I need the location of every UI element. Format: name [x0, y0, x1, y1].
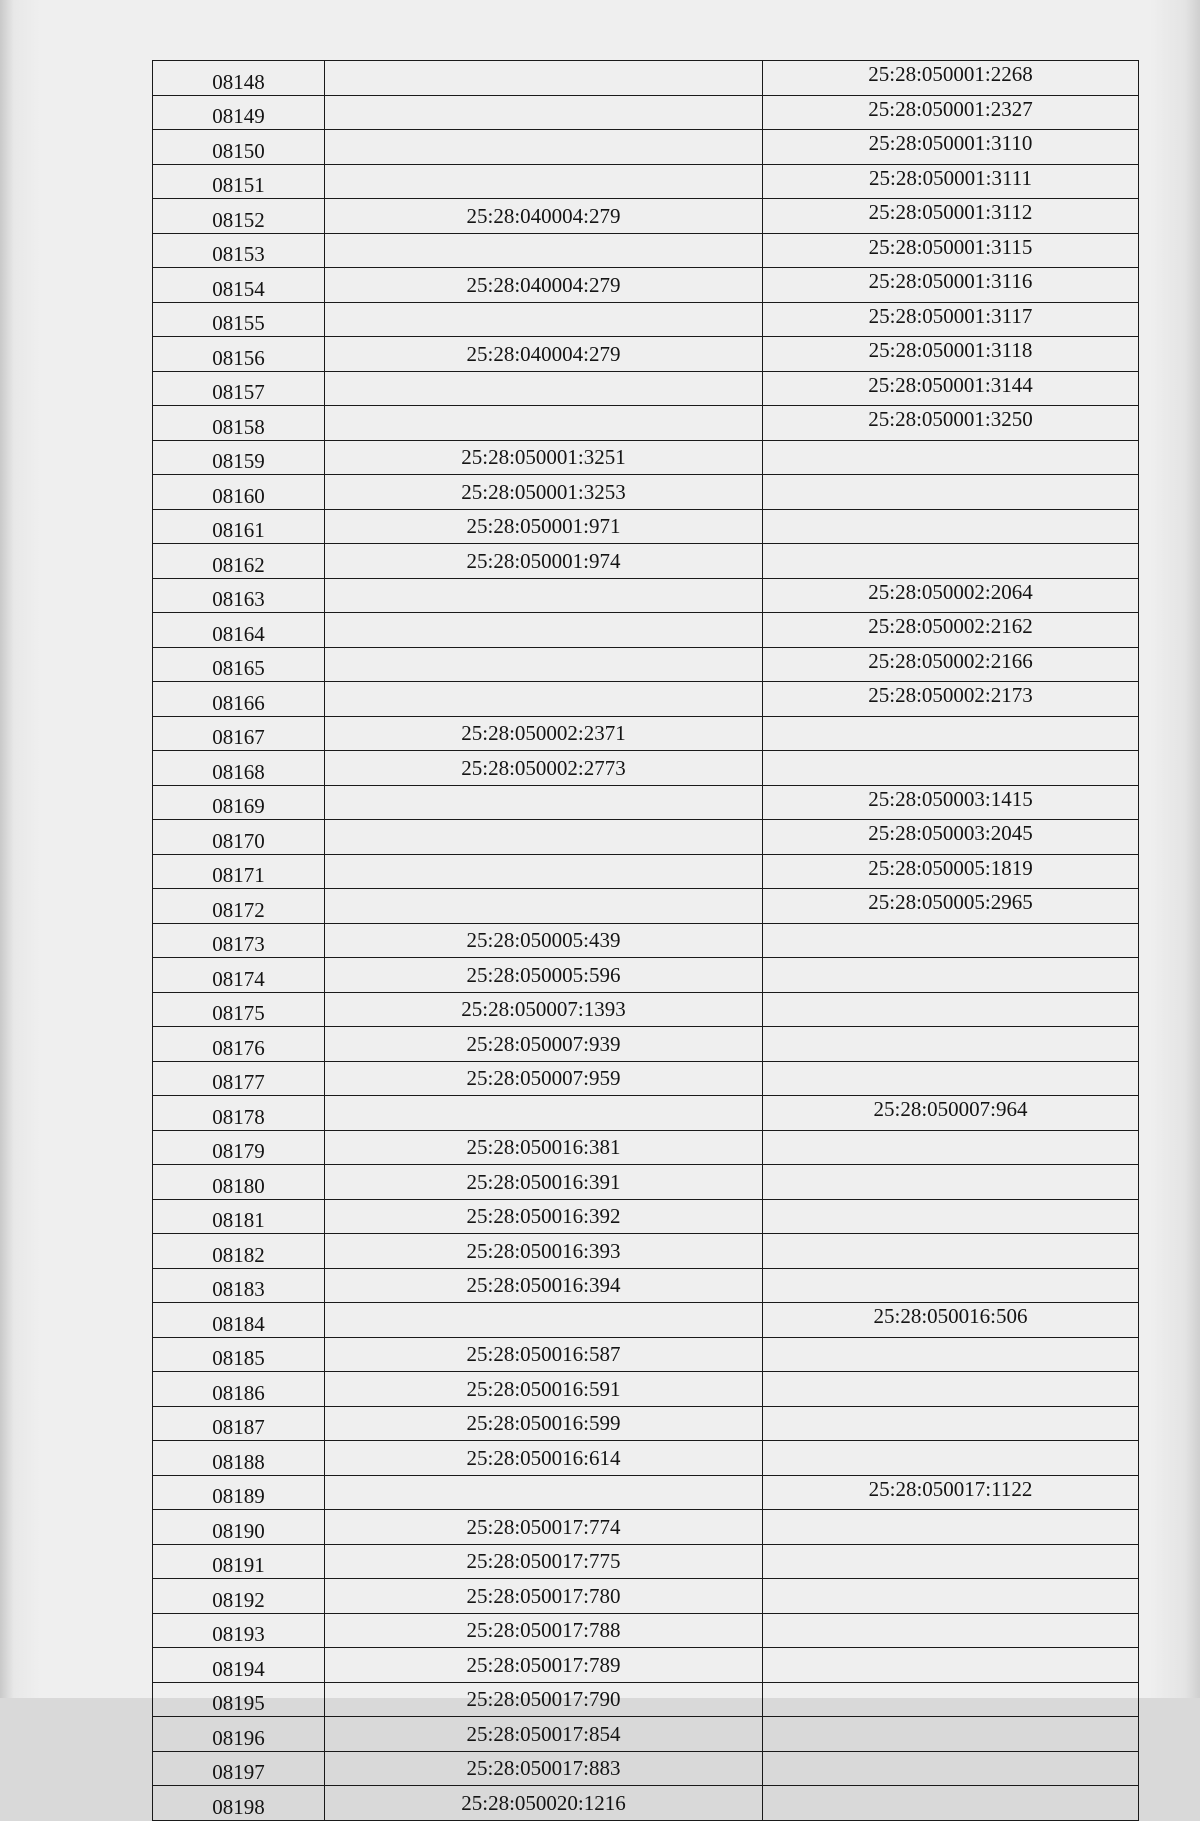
row-number-cell: 08154 — [153, 268, 325, 303]
table-row — [153, 1234, 1139, 1269]
table-row — [153, 1613, 1139, 1648]
table-row — [153, 820, 1139, 855]
cadastral-number-cell-a: 25:28:050016:392 — [325, 1199, 763, 1234]
cadastral-number-cell-a: 25:28:050005:439 — [325, 923, 763, 958]
table-row — [153, 544, 1139, 579]
row-number-cell: 08188 — [153, 1441, 325, 1476]
table-row — [153, 130, 1139, 165]
cadastral-number-cell-a: 25:28:050016:614 — [325, 1441, 763, 1476]
row-number-cell: 08164 — [153, 613, 325, 648]
table-row — [153, 1268, 1139, 1303]
table-row — [153, 751, 1139, 786]
row-number-cell: 08182 — [153, 1234, 325, 1269]
row-number-cell: 08195 — [153, 1682, 325, 1717]
cadastral-number-cell-b: 25:28:050005:1819 — [763, 854, 1139, 889]
table-row — [153, 1303, 1139, 1338]
cadastral-number-cell-b — [763, 440, 1139, 475]
table-body — [153, 61, 1139, 1821]
row-number-cell: 08183 — [153, 1268, 325, 1303]
cadastral-number-cell-b — [763, 1510, 1139, 1545]
cadastral-number-cell-a: 25:28:050017:774 — [325, 1510, 763, 1545]
table-row — [153, 199, 1139, 234]
row-number-cell: 08180 — [153, 1165, 325, 1200]
cadastral-number-cell-a: 25:28:050017:789 — [325, 1648, 763, 1683]
cadastral-number-cell-a — [325, 889, 763, 924]
table-row — [153, 1337, 1139, 1372]
cadastral-number-cell-b — [763, 1786, 1139, 1821]
table-row — [153, 164, 1139, 199]
cadastral-number-cell-b — [763, 1613, 1139, 1648]
cadastral-number-cell-b — [763, 1406, 1139, 1441]
row-number-cell: 08172 — [153, 889, 325, 924]
cadastral-number-cell-b: 25:28:050001:3118 — [763, 337, 1139, 372]
cadastral-number-cell-a — [325, 130, 763, 165]
cadastral-number-cell-b: 25:28:050002:2166 — [763, 647, 1139, 682]
cadastral-number-cell-b — [763, 1061, 1139, 1096]
cadastral-number-cell-b: 25:28:050003:2045 — [763, 820, 1139, 855]
table-row — [153, 1372, 1139, 1407]
table-row — [153, 682, 1139, 717]
row-number-cell: 08173 — [153, 923, 325, 958]
row-number-cell: 08162 — [153, 544, 325, 579]
table-row — [153, 1406, 1139, 1441]
table-row — [153, 509, 1139, 544]
table-row — [153, 578, 1139, 613]
row-number-cell: 08150 — [153, 130, 325, 165]
cadastral-number-cell-a — [325, 613, 763, 648]
cadastral-number-cell-a: 25:28:050016:591 — [325, 1372, 763, 1407]
table-row — [153, 1061, 1139, 1096]
table-row — [153, 1786, 1139, 1821]
cadastral-number-cell-a — [325, 1096, 763, 1131]
cadastral-number-cell-b — [763, 1579, 1139, 1614]
cadastral-number-cell-a: 25:28:050016:391 — [325, 1165, 763, 1200]
cadastral-number-cell-a: 25:28:050007:939 — [325, 1027, 763, 1062]
table-row — [153, 1648, 1139, 1683]
cadastral-number-table — [152, 60, 1139, 1821]
cadastral-number-cell-a: 25:28:050001:971 — [325, 509, 763, 544]
cadastral-number-cell-b — [763, 1682, 1139, 1717]
table-row — [153, 1717, 1139, 1752]
row-number-cell: 08155 — [153, 302, 325, 337]
cadastral-number-cell-a: 25:28:040004:279 — [325, 268, 763, 303]
cadastral-number-cell-a: 25:28:050020:1216 — [325, 1786, 763, 1821]
table-row — [153, 1579, 1139, 1614]
cadastral-number-cell-a — [325, 854, 763, 889]
row-number-cell: 08167 — [153, 716, 325, 751]
row-number-cell: 08192 — [153, 1579, 325, 1614]
cadastral-number-cell-b: 25:28:050001:2327 — [763, 95, 1139, 130]
cadastral-number-cell-a: 25:28:050001:3253 — [325, 475, 763, 510]
cadastral-number-cell-a — [325, 95, 763, 130]
cadastral-number-cell-a — [325, 1303, 763, 1338]
row-number-cell: 08176 — [153, 1027, 325, 1062]
table-row — [153, 440, 1139, 475]
cadastral-number-cell-b: 25:28:050007:964 — [763, 1096, 1139, 1131]
cadastral-number-cell-a: 25:28:050016:587 — [325, 1337, 763, 1372]
cadastral-number-cell-a: 25:28:040004:279 — [325, 199, 763, 234]
cadastral-number-cell-a — [325, 406, 763, 441]
table-row — [153, 1165, 1139, 1200]
cadastral-number-cell-a — [325, 302, 763, 337]
row-number-cell: 08186 — [153, 1372, 325, 1407]
cadastral-number-cell-a: 25:28:050017:854 — [325, 1717, 763, 1752]
cadastral-number-cell-b: 25:28:050001:3144 — [763, 371, 1139, 406]
table-row — [153, 302, 1139, 337]
table-row — [153, 1510, 1139, 1545]
cadastral-number-cell-a: 25:28:050017:788 — [325, 1613, 763, 1648]
cadastral-number-cell-b: 25:28:050001:3112 — [763, 199, 1139, 234]
cadastral-number-cell-a: 25:28:050016:394 — [325, 1268, 763, 1303]
cadastral-number-cell-a — [325, 233, 763, 268]
cadastral-number-cell-a: 25:28:050001:3251 — [325, 440, 763, 475]
row-number-cell: 08160 — [153, 475, 325, 510]
cadastral-number-cell-b — [763, 1199, 1139, 1234]
table-row — [153, 406, 1139, 441]
table-row — [153, 1130, 1139, 1165]
cadastral-number-cell-a — [325, 61, 763, 96]
row-number-cell: 08187 — [153, 1406, 325, 1441]
cadastral-number-cell-b: 25:28:050002:2162 — [763, 613, 1139, 648]
row-number-cell: 08153 — [153, 233, 325, 268]
row-number-cell: 08165 — [153, 647, 325, 682]
cadastral-number-cell-b: 25:28:050001:3115 — [763, 233, 1139, 268]
table-row — [153, 992, 1139, 1027]
cadastral-number-cell-a: 25:28:050005:596 — [325, 958, 763, 993]
row-number-cell: 08181 — [153, 1199, 325, 1234]
cadastral-number-cell-b: 25:28:050001:3116 — [763, 268, 1139, 303]
cadastral-number-cell-a: 25:28:050007:1393 — [325, 992, 763, 1027]
table-row — [153, 716, 1139, 751]
row-number-cell: 08151 — [153, 164, 325, 199]
row-number-cell: 08148 — [153, 61, 325, 96]
table-row — [153, 371, 1139, 406]
cadastral-number-cell-b — [763, 1751, 1139, 1786]
row-number-cell: 08163 — [153, 578, 325, 613]
row-number-cell: 08159 — [153, 440, 325, 475]
row-number-cell: 08168 — [153, 751, 325, 786]
cadastral-number-cell-b — [763, 1337, 1139, 1372]
row-number-cell: 08158 — [153, 406, 325, 441]
table-row — [153, 233, 1139, 268]
row-number-cell: 08178 — [153, 1096, 325, 1131]
cadastral-number-cell-a — [325, 820, 763, 855]
row-number-cell: 08157 — [153, 371, 325, 406]
cadastral-number-cell-a — [325, 371, 763, 406]
cadastral-number-cell-a: 25:28:050017:883 — [325, 1751, 763, 1786]
row-number-cell: 08198 — [153, 1786, 325, 1821]
cadastral-number-cell-b — [763, 992, 1139, 1027]
cadastral-number-cell-b: 25:28:050002:2064 — [763, 578, 1139, 613]
cadastral-number-cell-a: 25:28:050016:381 — [325, 1130, 763, 1165]
cadastral-number-cell-b: 25:28:050003:1415 — [763, 785, 1139, 820]
row-number-cell: 08170 — [153, 820, 325, 855]
cadastral-number-cell-a: 25:28:050002:2773 — [325, 751, 763, 786]
cadastral-number-cell-b — [763, 716, 1139, 751]
row-number-cell: 08169 — [153, 785, 325, 820]
row-number-cell: 08194 — [153, 1648, 325, 1683]
table-row — [153, 889, 1139, 924]
row-number-cell: 08175 — [153, 992, 325, 1027]
table-row — [153, 958, 1139, 993]
cadastral-number-cell-a — [325, 578, 763, 613]
cadastral-number-cell-a — [325, 647, 763, 682]
table-row — [153, 1475, 1139, 1510]
row-number-cell: 08197 — [153, 1751, 325, 1786]
cadastral-number-cell-a: 25:28:050007:959 — [325, 1061, 763, 1096]
cadastral-number-cell-a: 25:28:050016:393 — [325, 1234, 763, 1269]
table-row — [153, 1544, 1139, 1579]
cadastral-number-cell-b — [763, 1130, 1139, 1165]
cadastral-number-cell-b — [763, 1372, 1139, 1407]
cadastral-number-cell-a: 25:28:040004:279 — [325, 337, 763, 372]
table-row — [153, 1682, 1139, 1717]
cadastral-number-cell-a — [325, 1475, 763, 1510]
cadastral-number-cell-a — [325, 785, 763, 820]
cadastral-number-cell-b — [763, 1027, 1139, 1062]
table-row — [153, 1441, 1139, 1476]
row-number-cell: 08149 — [153, 95, 325, 130]
cadastral-number-cell-b — [763, 1268, 1139, 1303]
cadastral-number-cell-a: 25:28:050017:775 — [325, 1544, 763, 1579]
cadastral-number-cell-a: 25:28:050001:974 — [325, 544, 763, 579]
cadastral-number-cell-b — [763, 923, 1139, 958]
cadastral-number-cell-b — [763, 1441, 1139, 1476]
row-number-cell: 08177 — [153, 1061, 325, 1096]
row-number-cell: 08166 — [153, 682, 325, 717]
row-number-cell: 08185 — [153, 1337, 325, 1372]
table-row — [153, 95, 1139, 130]
table-row — [153, 475, 1139, 510]
cadastral-number-cell-b — [763, 1648, 1139, 1683]
cadastral-number-cell-b — [763, 544, 1139, 579]
row-number-cell: 08174 — [153, 958, 325, 993]
table-row — [153, 854, 1139, 889]
cadastral-number-cell-b: 25:28:050001:3111 — [763, 164, 1139, 199]
row-number-cell: 08196 — [153, 1717, 325, 1752]
table-row — [153, 1096, 1139, 1131]
table-row — [153, 1199, 1139, 1234]
table-row — [153, 61, 1139, 96]
cadastral-number-cell-a: 25:28:050017:780 — [325, 1579, 763, 1614]
table-row — [153, 647, 1139, 682]
cadastral-number-cell-b — [763, 958, 1139, 993]
row-number-cell: 08156 — [153, 337, 325, 372]
row-number-cell: 08171 — [153, 854, 325, 889]
cadastral-number-cell-b: 25:28:050016:506 — [763, 1303, 1139, 1338]
table-row — [153, 337, 1139, 372]
row-number-cell: 08161 — [153, 509, 325, 544]
cadastral-number-cell-b: 25:28:050001:3250 — [763, 406, 1139, 441]
cadastral-number-cell-b — [763, 1717, 1139, 1752]
cadastral-number-cell-a — [325, 682, 763, 717]
cadastral-number-cell-b: 25:28:050017:1122 — [763, 1475, 1139, 1510]
row-number-cell: 08191 — [153, 1544, 325, 1579]
cadastral-number-cell-b — [763, 475, 1139, 510]
cadastral-number-cell-b — [763, 751, 1139, 786]
row-number-cell: 08193 — [153, 1613, 325, 1648]
cadastral-number-cell-b — [763, 1234, 1139, 1269]
cadastral-number-cell-b: 25:28:050005:2965 — [763, 889, 1139, 924]
cadastral-number-cell-b — [763, 1544, 1139, 1579]
cadastral-number-cell-b — [763, 1165, 1139, 1200]
cadastral-number-cell-a: 25:28:050016:599 — [325, 1406, 763, 1441]
table-row — [153, 268, 1139, 303]
cadastral-number-cell-a: 25:28:050002:2371 — [325, 716, 763, 751]
cadastral-number-cell-b: 25:28:050001:3117 — [763, 302, 1139, 337]
cadastral-number-cell-a: 25:28:050017:790 — [325, 1682, 763, 1717]
table-row — [153, 1027, 1139, 1062]
row-number-cell: 08190 — [153, 1510, 325, 1545]
table-row — [153, 785, 1139, 820]
row-number-cell: 08189 — [153, 1475, 325, 1510]
cadastral-number-cell-a — [325, 164, 763, 199]
cadastral-number-cell-b: 25:28:050002:2173 — [763, 682, 1139, 717]
row-number-cell: 08179 — [153, 1130, 325, 1165]
cadastral-number-cell-b — [763, 509, 1139, 544]
table-row — [153, 923, 1139, 958]
table-row — [153, 613, 1139, 648]
row-number-cell: 08184 — [153, 1303, 325, 1338]
table-row — [153, 1751, 1139, 1786]
cadastral-number-cell-b: 25:28:050001:3110 — [763, 130, 1139, 165]
row-number-cell: 08152 — [153, 199, 325, 234]
cadastral-number-cell-b: 25:28:050001:2268 — [763, 61, 1139, 96]
